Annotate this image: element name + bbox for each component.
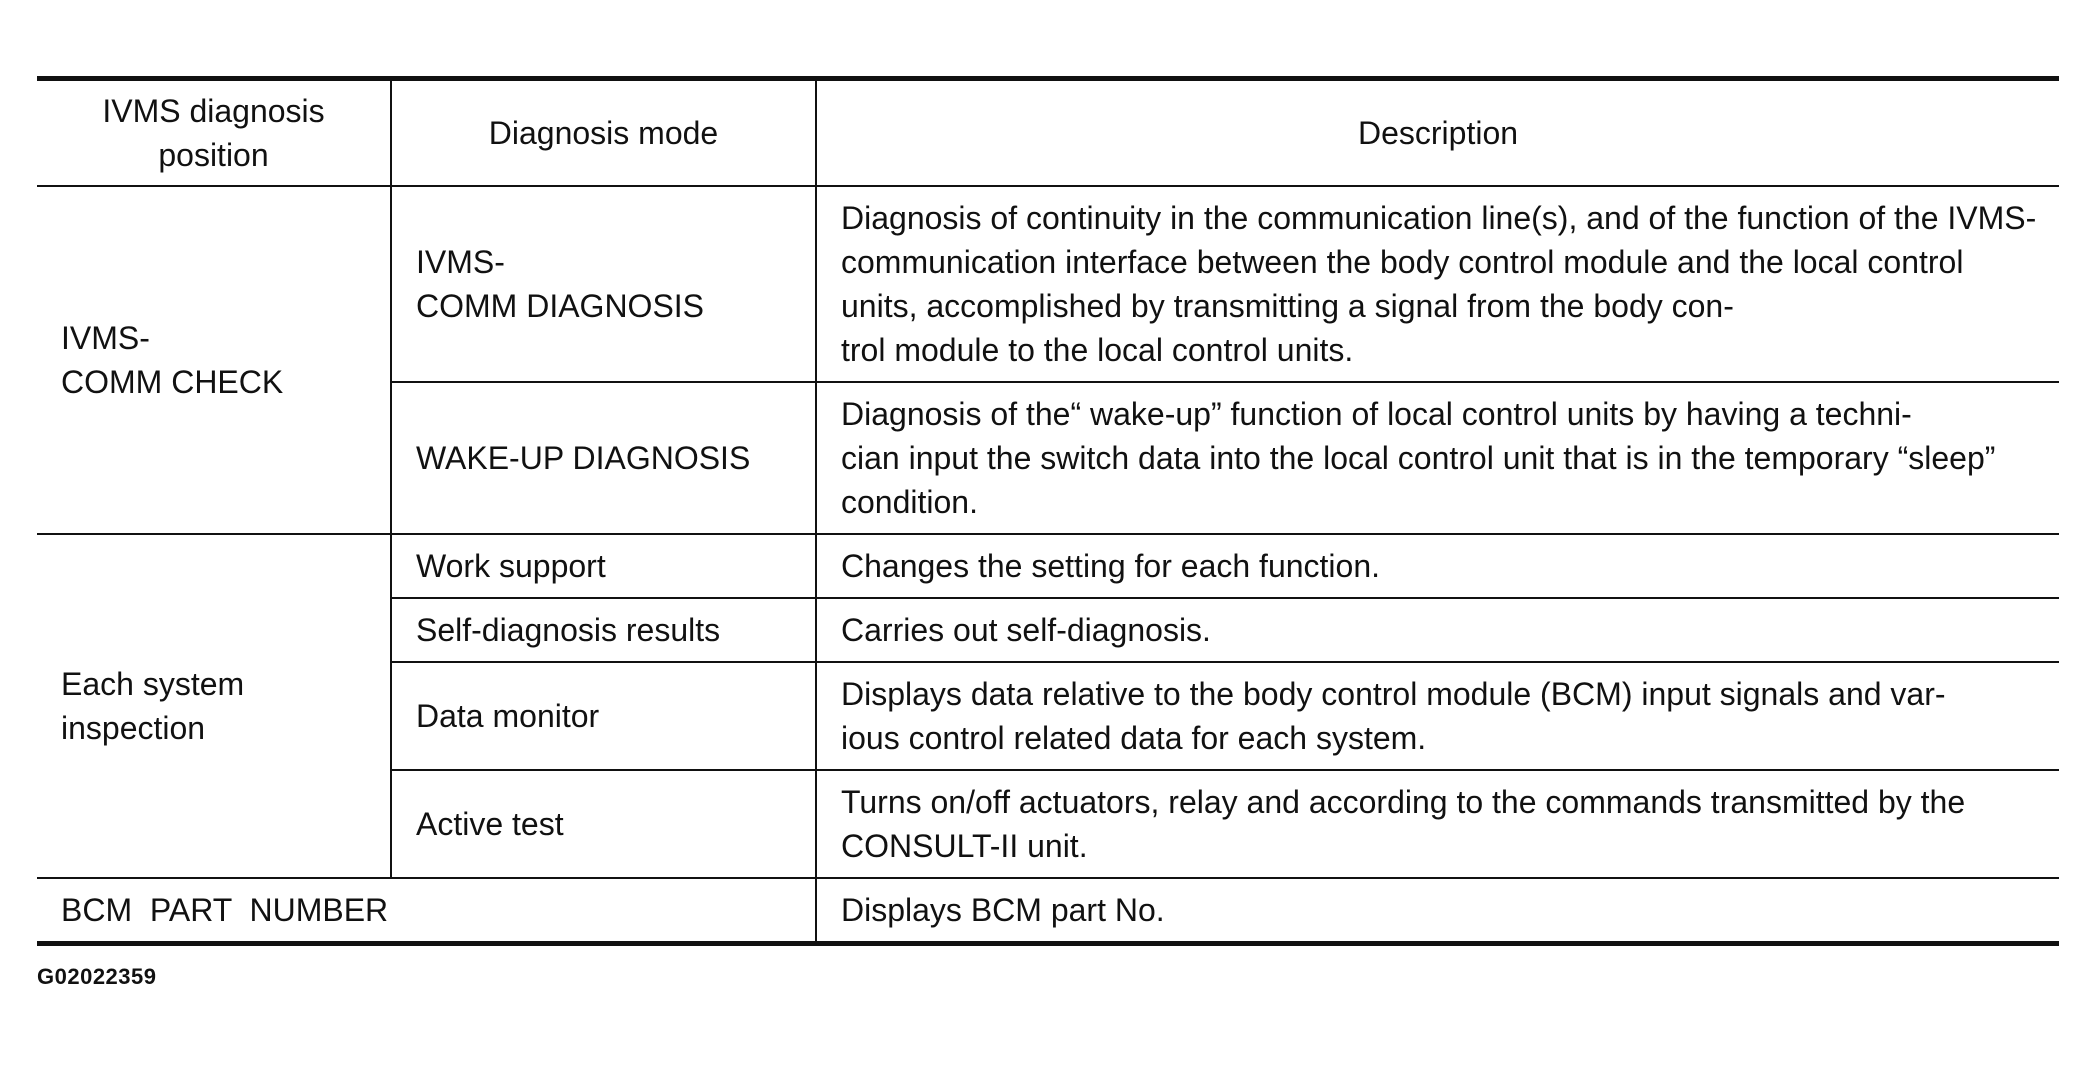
mode-cell: WAKE-UP DIAGNOSIS bbox=[391, 382, 816, 534]
description-cell: Carries out self-diagnosis. bbox=[816, 598, 2059, 662]
header-ivms-diagnosis-position: IVMS diagnosis position bbox=[37, 79, 391, 187]
diagnosis-mode-table bbox=[37, 76, 2059, 946]
table-row bbox=[37, 534, 2059, 598]
figure-code: G02022359 bbox=[37, 964, 157, 989]
header-diagnosis-mode: Diagnosis mode bbox=[391, 79, 816, 187]
mode-cell: Self-diagnosis results bbox=[391, 598, 816, 662]
table-header-row bbox=[37, 79, 2059, 187]
mode-cell: Data monitor bbox=[391, 662, 816, 770]
description-cell: Displays data relative to the body control module (BCM) input signals and var- ious control related data for each system. bbox=[816, 662, 2059, 770]
description-cell: Changes the setting for each function. bbox=[816, 534, 2059, 598]
header-description: Description bbox=[816, 79, 2059, 187]
table-row bbox=[37, 878, 2059, 944]
mode-cell: Work support bbox=[391, 534, 816, 598]
mode-cell: IVMS- COMM DIAGNOSIS bbox=[391, 186, 816, 382]
position-ivms-comm-check: IVMS- COMM CHECK bbox=[37, 186, 391, 534]
description-cell: Diagnosis of continuity in the communication line(s), and of the function of the IVMS-communication interface between the body control module and the local control units, accomplished by transmitting a signal from the body con- trol module to the local control units. bbox=[816, 186, 2059, 382]
table-row bbox=[37, 186, 2059, 382]
position-bcm-part-number: BCM PART NUMBER bbox=[37, 878, 816, 944]
description-cell: Turns on/off actuators, relay and according to the commands transmitted by the CONSULT-II unit. bbox=[816, 770, 2059, 878]
position-each-system-inspection: Each system inspection bbox=[37, 534, 391, 878]
description-cell: Diagnosis of the“ wake-up” function of local control units by having a techni- cian input the switch data into the local control unit that is in the temporary “sleep” condition. bbox=[816, 382, 2059, 534]
description-cell: Displays BCM part No. bbox=[816, 878, 2059, 944]
mode-cell: Active test bbox=[391, 770, 816, 878]
